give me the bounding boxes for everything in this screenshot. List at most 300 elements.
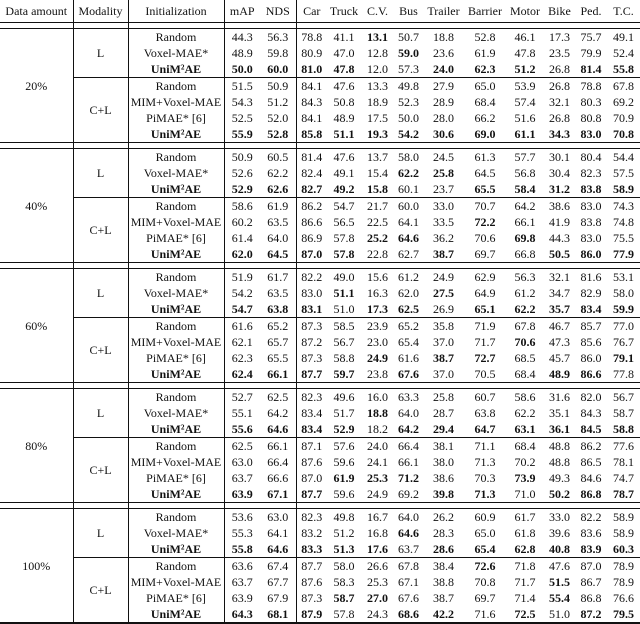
value-cell: 64.6 [398,526,419,540]
value-cell: 28.9 [433,95,454,109]
value-cell: 57.7 [514,150,536,164]
value-cell: 55.6 [231,422,253,436]
table-row [0,149,640,166]
value-cell: 46.7 [544,318,575,335]
value-cell: 38.7 [433,351,454,365]
value-cell: 64.7 [474,422,496,436]
value-cell: 69.7 [474,591,496,605]
value-cell: 65.1 [474,302,496,316]
value-cell: 56.7 [333,335,355,349]
value-cell: 61.4 [231,231,253,245]
value-cell: 29.4 [433,422,454,436]
value-cell: 72.7 [474,351,496,365]
value-cell: 47.0 [333,46,355,60]
value-cell: 62.1 [231,335,253,349]
value-cell: 36.1 [549,422,570,436]
value-cell: 16.7 [367,510,388,524]
value-cell: 12.0 [367,62,388,76]
value-cell: 78.9 [613,575,634,589]
value-cell: 23.8 [367,367,388,381]
value-cell: 72.6 [464,558,506,575]
value-cell: 63.8 [260,301,296,318]
value-cell: 62.2 [514,406,536,420]
modality-cell: C+L [73,318,128,383]
value-cell: 69.2 [398,487,419,501]
init-cell: UniM²AE [128,541,224,558]
value-cell: 70.2 [514,455,536,469]
value-cell: 71.8 [506,558,544,575]
value-cell: 79.1 [613,351,634,365]
init-cell: Random [128,389,224,406]
value-cell: 63.8 [474,406,496,420]
value-cell: 50.5 [549,247,570,261]
value-cell: 16.3 [367,286,388,300]
value-cell: 70.6 [514,335,536,349]
value-cell: 15.6 [367,270,388,284]
value-cell: 61.7 [260,269,296,286]
modality-cell: L [73,149,128,198]
table-header-row [0,0,640,23]
value-cell: 51.2 [333,526,355,540]
col-header-bike: Bike [548,4,571,18]
value-cell: 17.3 [367,302,388,316]
value-cell: 64.5 [260,246,296,263]
value-cell: 23.5 [549,46,570,60]
value-cell: 23.6 [433,46,454,60]
value-cell: 38.4 [423,558,464,575]
value-cell: 67.8 [607,78,640,95]
value-cell: 67.1 [260,486,296,503]
value-cell: 47.6 [544,558,575,575]
value-cell: 59.6 [333,487,355,501]
value-cell: 51.6 [514,111,536,125]
value-cell: 52.0 [260,110,296,126]
table-row [0,389,640,406]
value-cell: 78.9 [607,558,640,575]
value-cell: 25.8 [433,166,454,180]
value-cell: 61.8 [514,526,536,540]
value-cell: 30.4 [549,166,570,180]
value-cell: 15.8 [367,182,388,196]
value-cell: 52.4 [613,46,634,60]
value-cell: 87.7 [301,487,323,501]
value-cell: 21.7 [361,198,394,215]
modality-cell: L [73,269,128,318]
value-cell: 24.0 [433,62,454,76]
value-cell: 48.8 [549,455,570,469]
value-cell: 36.2 [433,231,454,245]
value-cell: 59.6 [333,455,355,469]
col-header-modality: Modality [73,0,128,23]
value-cell: 83.0 [580,231,602,245]
value-cell: 87.1 [296,438,327,455]
value-cell: 44.3 [549,231,570,245]
col-header-initialization: Initialization [128,0,224,23]
value-cell: 54.7 [231,302,253,316]
value-cell: 58.4 [514,182,536,196]
init-cell: MIM+Voxel-MAE [128,214,224,230]
value-cell: 27.0 [367,591,388,605]
value-cell: 71.4 [514,591,536,605]
value-cell: 59.7 [333,367,355,381]
value-cell: 65.4 [398,335,419,349]
value-cell: 70.8 [613,127,634,141]
value-cell: 32.1 [549,95,570,109]
value-cell: 68.4 [506,438,544,455]
value-cell: 67.6 [398,367,419,381]
value-cell: 47.6 [327,78,361,95]
value-cell: 87.6 [301,455,323,469]
value-cell: 42.2 [433,607,454,621]
value-cell: 16.0 [367,390,388,404]
value-cell: 65.4 [474,542,496,556]
value-cell: 50.7 [398,30,419,44]
value-cell: 53.6 [231,510,253,524]
value-cell: 87.3 [301,351,323,365]
value-cell: 58.6 [224,198,260,215]
value-cell: 38.7 [433,591,454,605]
value-cell: 83.4 [301,406,323,420]
init-cell: Voxel-MAE* [128,285,224,301]
value-cell: 52.9 [231,182,253,196]
value-cell: 72.5 [514,607,536,621]
value-cell: 30.6 [433,127,454,141]
table-row [0,438,640,455]
value-cell: 56.8 [514,166,536,180]
value-cell: 38.1 [423,438,464,455]
value-cell: 71.7 [514,575,536,589]
value-cell: 63.1 [514,422,536,436]
init-cell: MIM+Voxel-MAE [128,334,224,350]
init-cell: MIM+Voxel-MAE [128,94,224,110]
value-cell: 27.9 [423,78,464,95]
value-cell: 26.8 [549,111,570,125]
value-cell: 51.1 [333,286,355,300]
value-cell: 51.9 [231,270,253,284]
value-cell: 25.8 [433,390,454,404]
table-row [0,198,640,215]
value-cell: 52.5 [231,111,253,125]
value-cell: 26.9 [433,302,454,316]
value-cell: 62.6 [260,181,296,198]
value-cell: 81.0 [301,62,323,76]
value-cell: 86.0 [580,351,602,365]
init-cell: PiMAE* [6] [128,110,224,126]
value-cell: 87.0 [575,558,607,575]
value-cell: 56.3 [260,29,296,46]
value-cell: 23.7 [433,182,454,196]
value-cell: 55.9 [231,127,253,141]
value-cell: 51.5 [224,78,260,95]
value-cell: 48.9 [231,46,253,60]
value-cell: 25.2 [367,231,388,245]
value-cell: 49.0 [333,270,355,284]
value-cell: 37.0 [433,367,454,381]
data-amount-cell: 40% [0,149,73,263]
value-cell: 49.1 [613,30,634,44]
value-cell: 19.3 [367,127,388,141]
init-cell: Voxel-MAE* [128,405,224,421]
value-cell: 67.4 [260,558,296,575]
value-cell: 24.1 [367,455,388,469]
value-cell: 63.7 [231,575,253,589]
value-cell: 71.3 [474,487,496,501]
value-cell: 51.1 [333,127,355,141]
value-cell: 61.9 [260,198,296,215]
value-cell: 47.8 [333,62,355,76]
col-header-data-amount: Data amount [0,0,73,23]
value-cell: 62.2 [398,166,419,180]
value-cell: 58.0 [398,150,419,164]
value-cell: 55.3 [231,526,253,540]
value-cell: 62.0 [398,286,419,300]
value-cell: 67.6 [398,591,419,605]
value-cell: 56.5 [333,215,355,229]
value-cell: 18.9 [367,95,388,109]
value-cell: 70.9 [613,111,634,125]
col-header-truck: Truck [329,4,359,18]
value-cell: 83.0 [580,127,602,141]
value-cell: 64.2 [260,405,296,421]
value-cell: 68.6 [398,607,419,621]
value-cell: 65.5 [260,350,296,366]
value-cell: 64.0 [398,406,419,420]
modality-cell: L [73,29,128,78]
value-cell: 51.3 [333,542,355,556]
value-cell: 18.2 [367,422,388,436]
value-cell: 50.9 [231,150,253,164]
value-cell: 58.9 [613,182,634,196]
value-cell: 53.1 [613,270,634,284]
value-cell: 34.7 [549,286,570,300]
value-cell: 22.8 [367,247,388,261]
value-cell: 85.6 [580,335,602,349]
value-cell: 84.3 [580,406,602,420]
value-cell: 70.3 [474,471,496,485]
value-cell: 25.3 [367,575,388,589]
value-cell: 65.2 [260,318,296,335]
value-cell: 76.7 [613,335,634,349]
init-cell: PiMAE* [6] [128,350,224,366]
init-cell: Random [128,149,224,166]
value-cell: 66.4 [394,438,423,455]
init-cell: PiMAE* [6] [128,590,224,606]
init-cell: UniM²AE [128,126,224,143]
value-cell: 54.2 [398,127,419,141]
value-cell: 51.7 [333,406,355,420]
value-cell: 87.3 [296,318,327,335]
data-amount-cell: 100% [0,509,73,624]
value-cell: 83.6 [580,526,602,540]
data-amount-cell: 20% [0,29,73,143]
value-cell: 83.2 [301,526,323,540]
init-cell: Random [128,318,224,335]
value-cell: 82.2 [301,270,323,284]
value-cell: 71.7 [474,335,496,349]
value-cell: 82.9 [580,286,602,300]
value-cell: 38.7 [433,247,454,261]
table-row [0,29,640,46]
value-cell: 66.2 [474,111,496,125]
init-cell: Voxel-MAE* [128,45,224,61]
value-cell: 55.8 [231,542,253,556]
value-cell: 87.0 [301,471,323,485]
value-cell: 57.8 [333,607,355,621]
value-cell: 51.2 [260,94,296,110]
value-cell: 18.8 [367,406,388,420]
value-cell: 47.3 [549,335,570,349]
init-cell: UniM²AE [128,486,224,503]
value-cell: 87.7 [301,367,323,381]
value-cell: 85.7 [575,318,607,335]
value-cell: 33.5 [433,215,454,229]
value-cell: 51.0 [333,302,355,316]
value-cell: 63.9 [231,591,253,605]
init-cell: Random [128,509,224,526]
value-cell: 61.2 [514,286,536,300]
value-cell: 81.4 [580,62,602,76]
value-cell: 40.8 [549,542,570,556]
value-cell: 41.9 [549,215,570,229]
value-cell: 64.1 [260,525,296,541]
col-header-trailer: Trailer [427,4,460,18]
value-cell: 84.5 [580,422,602,436]
value-cell: 27.5 [433,286,454,300]
value-cell: 34.3 [549,127,570,141]
col-header-motor: Motor [510,4,540,18]
value-cell: 66.6 [260,470,296,486]
value-cell: 58.0 [327,558,361,575]
col-header-cv: C.V. [366,4,389,18]
init-cell: Random [128,269,224,286]
value-cell: 87.9 [301,607,323,621]
value-cell: 60.1 [398,182,419,196]
value-cell: 77.9 [613,247,634,261]
col-header-ped: Ped. [580,4,602,18]
value-cell: 79.9 [580,46,602,60]
value-cell: 31.6 [549,390,570,404]
init-cell: UniM²AE [128,366,224,383]
value-cell: 82.3 [580,166,602,180]
value-cell: 65.5 [474,182,496,196]
value-cell: 71.2 [398,471,419,485]
value-cell: 82.2 [580,510,602,524]
value-cell: 38.6 [544,198,575,215]
value-cell: 64.0 [398,510,419,524]
value-cell: 49.8 [333,510,355,524]
value-cell: 58.7 [613,406,634,420]
value-cell: 35.1 [549,406,570,420]
value-cell: 82.7 [301,182,323,196]
modality-cell: L [73,389,128,438]
value-cell: 66.1 [514,215,536,229]
value-cell: 65.0 [474,526,496,540]
value-cell: 74.3 [607,198,640,215]
value-cell: 70.5 [474,367,496,381]
table-row [0,558,640,575]
value-cell: 77.6 [607,438,640,455]
value-cell: 57.8 [333,247,355,261]
value-cell: 64.9 [474,286,496,300]
value-cell: 82.4 [301,166,323,180]
value-cell: 35.7 [549,302,570,316]
value-cell: 74.8 [613,215,634,229]
value-cell: 54.2 [231,286,253,300]
value-cell: 63.0 [260,509,296,526]
value-cell: 63.9 [231,487,253,501]
value-cell: 45.7 [549,351,570,365]
table-row [0,269,640,286]
modality-cell: C+L [73,198,128,263]
value-cell: 60.3 [613,542,634,556]
col-header-bus: Bus [399,4,418,18]
value-cell: 71.1 [464,438,506,455]
value-cell: 24.5 [433,150,454,164]
value-cell: 58.5 [327,318,361,335]
value-cell: 87.2 [301,335,323,349]
data-amount-cell: 80% [0,389,73,503]
value-cell: 63.0 [231,455,253,469]
value-cell: 17.3 [549,30,570,44]
value-cell: 66.4 [260,454,296,470]
value-cell: 13.3 [361,78,394,95]
value-cell: 64.5 [474,166,496,180]
value-cell: 25.3 [367,471,388,485]
value-cell: 62.5 [224,438,260,455]
table-row [0,78,640,95]
value-cell: 87.6 [301,575,323,589]
value-cell: 59.0 [398,46,419,60]
value-cell: 31.2 [549,182,570,196]
col-header-barrier: Barrier [468,4,502,18]
value-cell: 50.0 [231,62,253,76]
value-cell: 32.1 [549,270,570,284]
value-cell: 24.3 [367,607,388,621]
value-cell: 54.7 [327,198,361,215]
value-cell: 64.3 [231,607,253,621]
value-cell: 62.2 [260,165,296,181]
value-cell: 64.2 [398,422,419,436]
value-cell: 62.5 [398,302,419,316]
value-cell: 56.7 [613,390,634,404]
value-cell: 66.8 [514,247,536,261]
value-cell: 67.9 [260,590,296,606]
value-cell: 87.7 [296,558,327,575]
value-cell: 63.6 [224,558,260,575]
value-cell: 64.6 [260,541,296,558]
value-cell: 81.6 [580,270,602,284]
value-cell: 60.7 [474,390,496,404]
value-cell: 49.1 [333,166,355,180]
value-cell: 62.5 [260,389,296,406]
value-cell: 55.8 [613,62,634,76]
value-cell: 52.9 [333,422,355,436]
value-cell: 65.2 [394,318,423,335]
value-cell: 48.9 [549,367,570,381]
init-cell: Random [128,438,224,455]
init-cell: UniM²AE [128,246,224,263]
value-cell: 68.4 [514,367,536,381]
value-cell: 50.2 [549,487,570,501]
value-cell: 69.8 [514,231,536,245]
value-cell: 51.2 [514,62,536,76]
value-cell: 69.2 [613,95,634,109]
value-cell: 77.8 [613,367,634,381]
init-cell: UniM²AE [128,301,224,318]
init-cell: PiMAE* [6] [128,230,224,246]
value-cell: 82.3 [301,510,323,524]
value-cell: 37.0 [433,335,454,349]
